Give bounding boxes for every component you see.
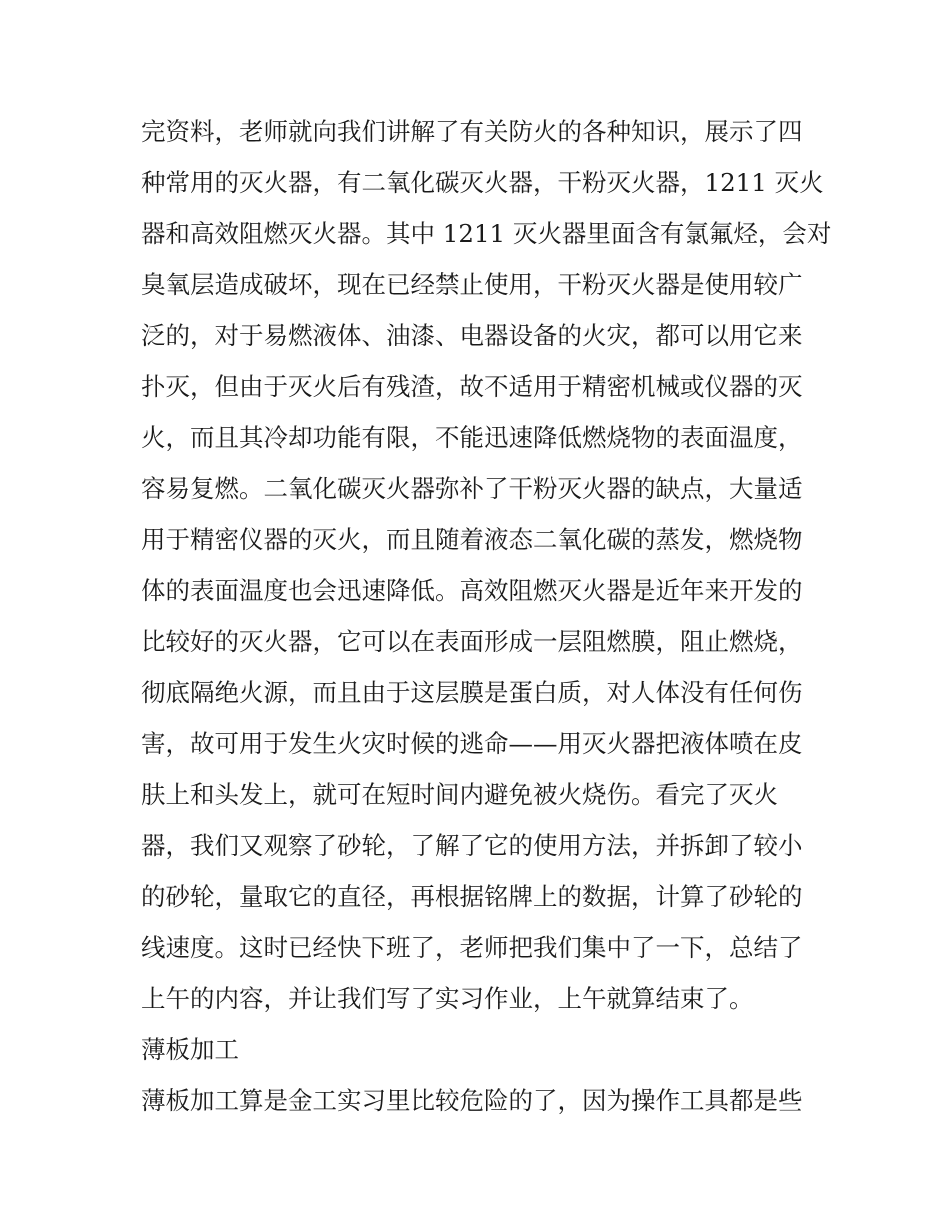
text-line-11: 比较好的灭火器，它可以在表面形成一层阻燃膜，阻止燃烧，	[141, 627, 803, 656]
text-line-16: 的砂轮，量取它的直径，再根据铭牌上的数据，计算了砂轮的	[141, 882, 803, 911]
section-heading: 薄板加工	[141, 1035, 239, 1064]
text-line-7: 火，而且其冷却功能有限，不能迅速降低燃烧物的表面温度，	[141, 423, 803, 452]
text-line-9: 用于精密仪器的灭火，而且随着液态二氧化碳的蒸发，燃烧物	[141, 525, 803, 554]
text-line-8: 容易复燃。二氧化碳灭火器弥补了干粉灭火器的缺点，大量适	[141, 474, 803, 503]
text-line-6: 扑灭，但由于灭火后有残渣，故不适用于精密机械或仪器的灭	[141, 372, 803, 401]
text-line-4: 臭氧层造成破坏，现在已经禁止使用，干粉灭火器是使用较广	[141, 270, 803, 299]
text-line-17: 线速度。这时已经快下班了，老师把我们集中了一下，总结了	[141, 933, 803, 962]
text-line-18: 上午的内容，并让我们写了实习作业，上午就算结束了。	[141, 984, 754, 1013]
text-line-5: 泛的，对于易燃液体、油漆、电器设备的火灾，都可以用它来	[141, 321, 803, 350]
text-line-20: 薄板加工算是金工实习里比较危险的了，因为操作工具都是些	[141, 1086, 803, 1115]
body-text	[141, 106, 832, 1126]
text-line-15: 器，我们又观察了砂轮，了解了它的使用方法，并拆卸了较小	[141, 831, 803, 860]
text-line-12: 彻底隔绝火源，而且由于这层膜是蛋白质，对人体没有任何伤	[141, 678, 803, 707]
text-line-3: 器和高效阻燃灭火器。其中 1211 灭火器里面含有氯氟烃，会对	[141, 219, 832, 248]
text-line-1: 完资料，老师就向我们讲解了有关防火的各种知识，展示了四	[141, 117, 803, 146]
text-line-14: 肤上和头发上，就可在短时间内避免被火烧伤。看完了灭火	[141, 780, 778, 809]
text-line-10: 体的表面温度也会迅速降低。高效阻燃灭火器是近年来开发的	[141, 576, 803, 605]
text-line-2: 种常用的灭火器，有二氧化碳灭火器，干粉灭火器，1211 灭火	[141, 168, 824, 197]
text-line-13: 害，故可用于发生火灾时候的逃命——用灭火器把液体喷在皮	[141, 729, 803, 758]
